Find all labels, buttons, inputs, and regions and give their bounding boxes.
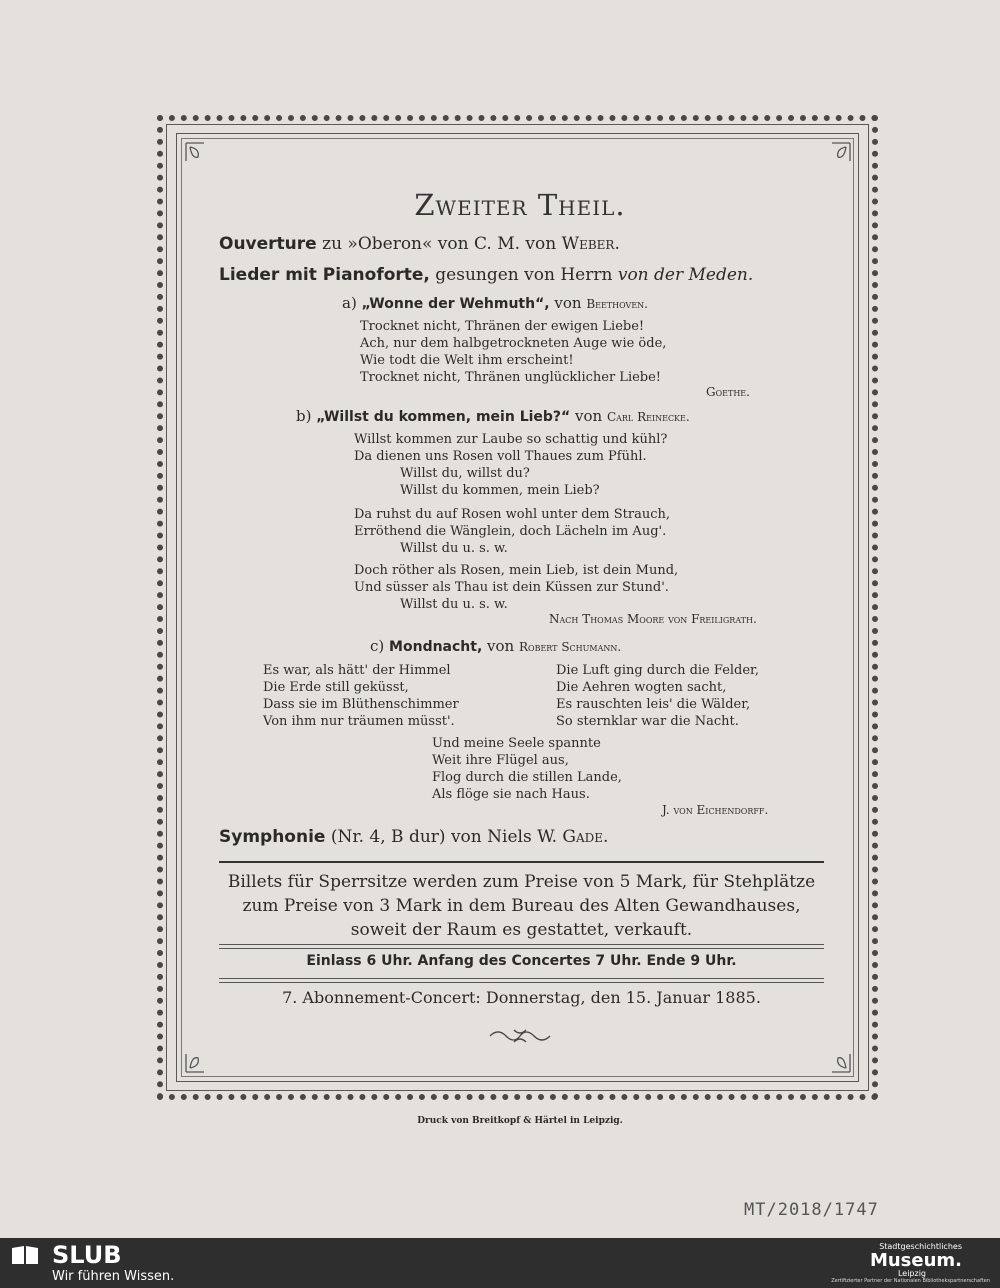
lyric-line: Weit ihre Flügel aus, bbox=[432, 753, 569, 768]
song-a-title: „Wonne der Wehmuth“, bbox=[361, 296, 550, 312]
museum-note: Zertifizierter Partner der Nationalen Bibliothekspartnerschaften bbox=[831, 1278, 990, 1284]
ouverture-label: Ouverture bbox=[219, 234, 317, 254]
museum-label-top: Stadtgeschichtliches bbox=[879, 1242, 962, 1251]
divider bbox=[219, 861, 824, 863]
song-c-stanza-left bbox=[263, 662, 459, 730]
corner-ornament-icon bbox=[822, 141, 852, 171]
lyric-line: Trocknet nicht, Thränen der ewigen Liebe! bbox=[360, 319, 645, 334]
symphonie-line bbox=[219, 827, 608, 847]
lyric-line: Von ihm nur träumen müsst'. bbox=[263, 714, 455, 729]
song-b-composer: Carl Reinecke. bbox=[606, 410, 690, 424]
lyric-line: Doch röther als Rosen, mein Lieb, ist dein Mund, bbox=[354, 563, 679, 578]
lyric-line: Wie todt die Welt ihm erscheint! bbox=[360, 353, 574, 368]
printer-credit: Druck von Breitkopf & Härtel in Leipzig. bbox=[417, 1116, 623, 1126]
song-a-von: von bbox=[549, 294, 587, 312]
lyric-line: Die Aehren wogten sacht, bbox=[556, 680, 727, 695]
song-c-stanza-center bbox=[432, 735, 622, 803]
lyric-line: Willst du, willst du? bbox=[400, 466, 530, 481]
song-b-stanza-3 bbox=[354, 562, 678, 613]
lyric-line: Und meine Seele spannte bbox=[432, 736, 601, 751]
lyric-line: Es rauschten leis' die Wälder, bbox=[556, 697, 751, 712]
song-c-composer: Robert Schumann. bbox=[518, 640, 622, 654]
song-b-author: Nach Thomas Moore von Freiligrath. bbox=[549, 612, 757, 626]
lyric-line: Willst du u. s. w. bbox=[400, 541, 508, 556]
symphonie-text: (Nr. 4, B dur) von Niels W. bbox=[325, 827, 563, 847]
divider bbox=[219, 944, 824, 949]
lyric-line: Trocknet nicht, Thränen unglücklicher Liebe! bbox=[360, 370, 662, 385]
song-c-heading bbox=[370, 637, 621, 656]
lyric-line: Da ruhst du auf Rosen wohl unter dem Strauch, bbox=[354, 507, 671, 522]
lyric-line: So sternklar war die Nacht. bbox=[556, 714, 739, 729]
lyric-line: Flog durch die stillen Lande, bbox=[432, 770, 622, 785]
song-b-heading bbox=[296, 407, 690, 426]
song-a-composer: Beethoven. bbox=[586, 297, 648, 311]
lieder-label: Lieder mit Pianoforte, bbox=[219, 265, 430, 285]
corner-ornament-icon bbox=[822, 1044, 852, 1074]
song-a-lyrics bbox=[360, 318, 666, 386]
lyric-line: Willst du u. s. w. bbox=[400, 597, 508, 612]
divider bbox=[219, 978, 824, 983]
slub-logo-text: SLUB bbox=[52, 1241, 122, 1269]
symphonie-composer: Gade bbox=[562, 827, 604, 847]
lyric-line: Und süsser als Thau ist dein Küssen zur Stund'. bbox=[354, 580, 669, 595]
lieder-singer: von der Meden. bbox=[617, 265, 754, 285]
song-c-von: von bbox=[482, 637, 519, 655]
lieder-text: gesungen von Herrn bbox=[429, 265, 618, 285]
ouverture-composer: Weber bbox=[561, 234, 615, 254]
song-c-number: c) bbox=[370, 637, 385, 655]
lyric-line: Willst kommen zur Laube so schattig und kühl? bbox=[354, 432, 668, 447]
song-b-stanza-1 bbox=[354, 431, 667, 499]
lyric-line: Es war, als hätt' der Himmel bbox=[263, 663, 451, 678]
footer-bar bbox=[0, 1238, 1000, 1288]
lyric-line: Willst du kommen, mein Lieb? bbox=[400, 483, 600, 498]
lieder-line bbox=[219, 265, 753, 285]
lyric-line: Die Luft ging durch die Felder, bbox=[556, 663, 759, 678]
ouverture-line bbox=[219, 234, 620, 254]
ouverture-text: zu »Oberon« von C. M. von bbox=[316, 234, 562, 254]
ouverture-end: . bbox=[614, 234, 620, 254]
song-a-author: Goethe. bbox=[706, 385, 750, 399]
museum-name: Museum. bbox=[869, 1250, 962, 1271]
lyric-line: Als flöge sie nach Haus. bbox=[432, 787, 590, 802]
corner-ornament-icon bbox=[184, 1044, 214, 1074]
song-c-author: J. von Eichendorff. bbox=[662, 803, 769, 817]
slub-slogan: Wir führen Wissen. bbox=[52, 1269, 175, 1284]
symphonie-end: . bbox=[603, 827, 609, 847]
lyric-line: Dass sie im Blüthenschimmer bbox=[263, 697, 459, 712]
symphonie-label: Symphonie bbox=[219, 827, 326, 847]
museum-city: Leipzig bbox=[897, 1269, 926, 1278]
lyric-line: Ach, nur dem halbgetrockneten Auge wie öde, bbox=[360, 336, 667, 351]
lyric-line: Da dienen uns Rosen voll Thaues zum Pfühl. bbox=[354, 449, 647, 464]
lyric-line: Die Erde still geküsst, bbox=[263, 680, 409, 695]
ticket-notice: Billets für Sperrsitze werden zum Preise von 5 Mark, für Stehplätze zum Preise von 3 Mark in dem Bureau des Alten Gewandhauses, soweit der Raum es gestattet, verkauft. bbox=[227, 872, 816, 940]
song-c-title: Mondnacht, bbox=[389, 639, 483, 655]
song-b-stanza-2 bbox=[354, 506, 670, 557]
song-b-number: b) bbox=[296, 407, 312, 425]
song-b-title: „Willst du kommen, mein Lieb?“ bbox=[316, 409, 571, 425]
song-a-heading bbox=[342, 294, 648, 313]
lyric-line: Erröthend die Wänglein, doch Lächeln im Aug'. bbox=[354, 524, 667, 539]
page-title: Zweiter Theil. bbox=[414, 188, 626, 222]
admission-times: Einlass 6 Uhr. Anfang des Concertes 7 Uhr. Ende 9 Uhr. bbox=[306, 953, 737, 969]
song-b-von: von bbox=[570, 407, 607, 425]
song-a-number: a) bbox=[342, 294, 357, 312]
corner-ornament-icon bbox=[184, 141, 214, 171]
song-c-stanza-right bbox=[556, 662, 759, 730]
slub-logo-icon bbox=[10, 1244, 40, 1266]
archive-mark: MT/2018/1747 bbox=[744, 1200, 879, 1220]
next-concert: 7. Abonnement-Concert: Donnerstag, den 15. Januar 1885. bbox=[282, 988, 761, 1007]
ornament-flourish-icon bbox=[488, 1026, 552, 1046]
